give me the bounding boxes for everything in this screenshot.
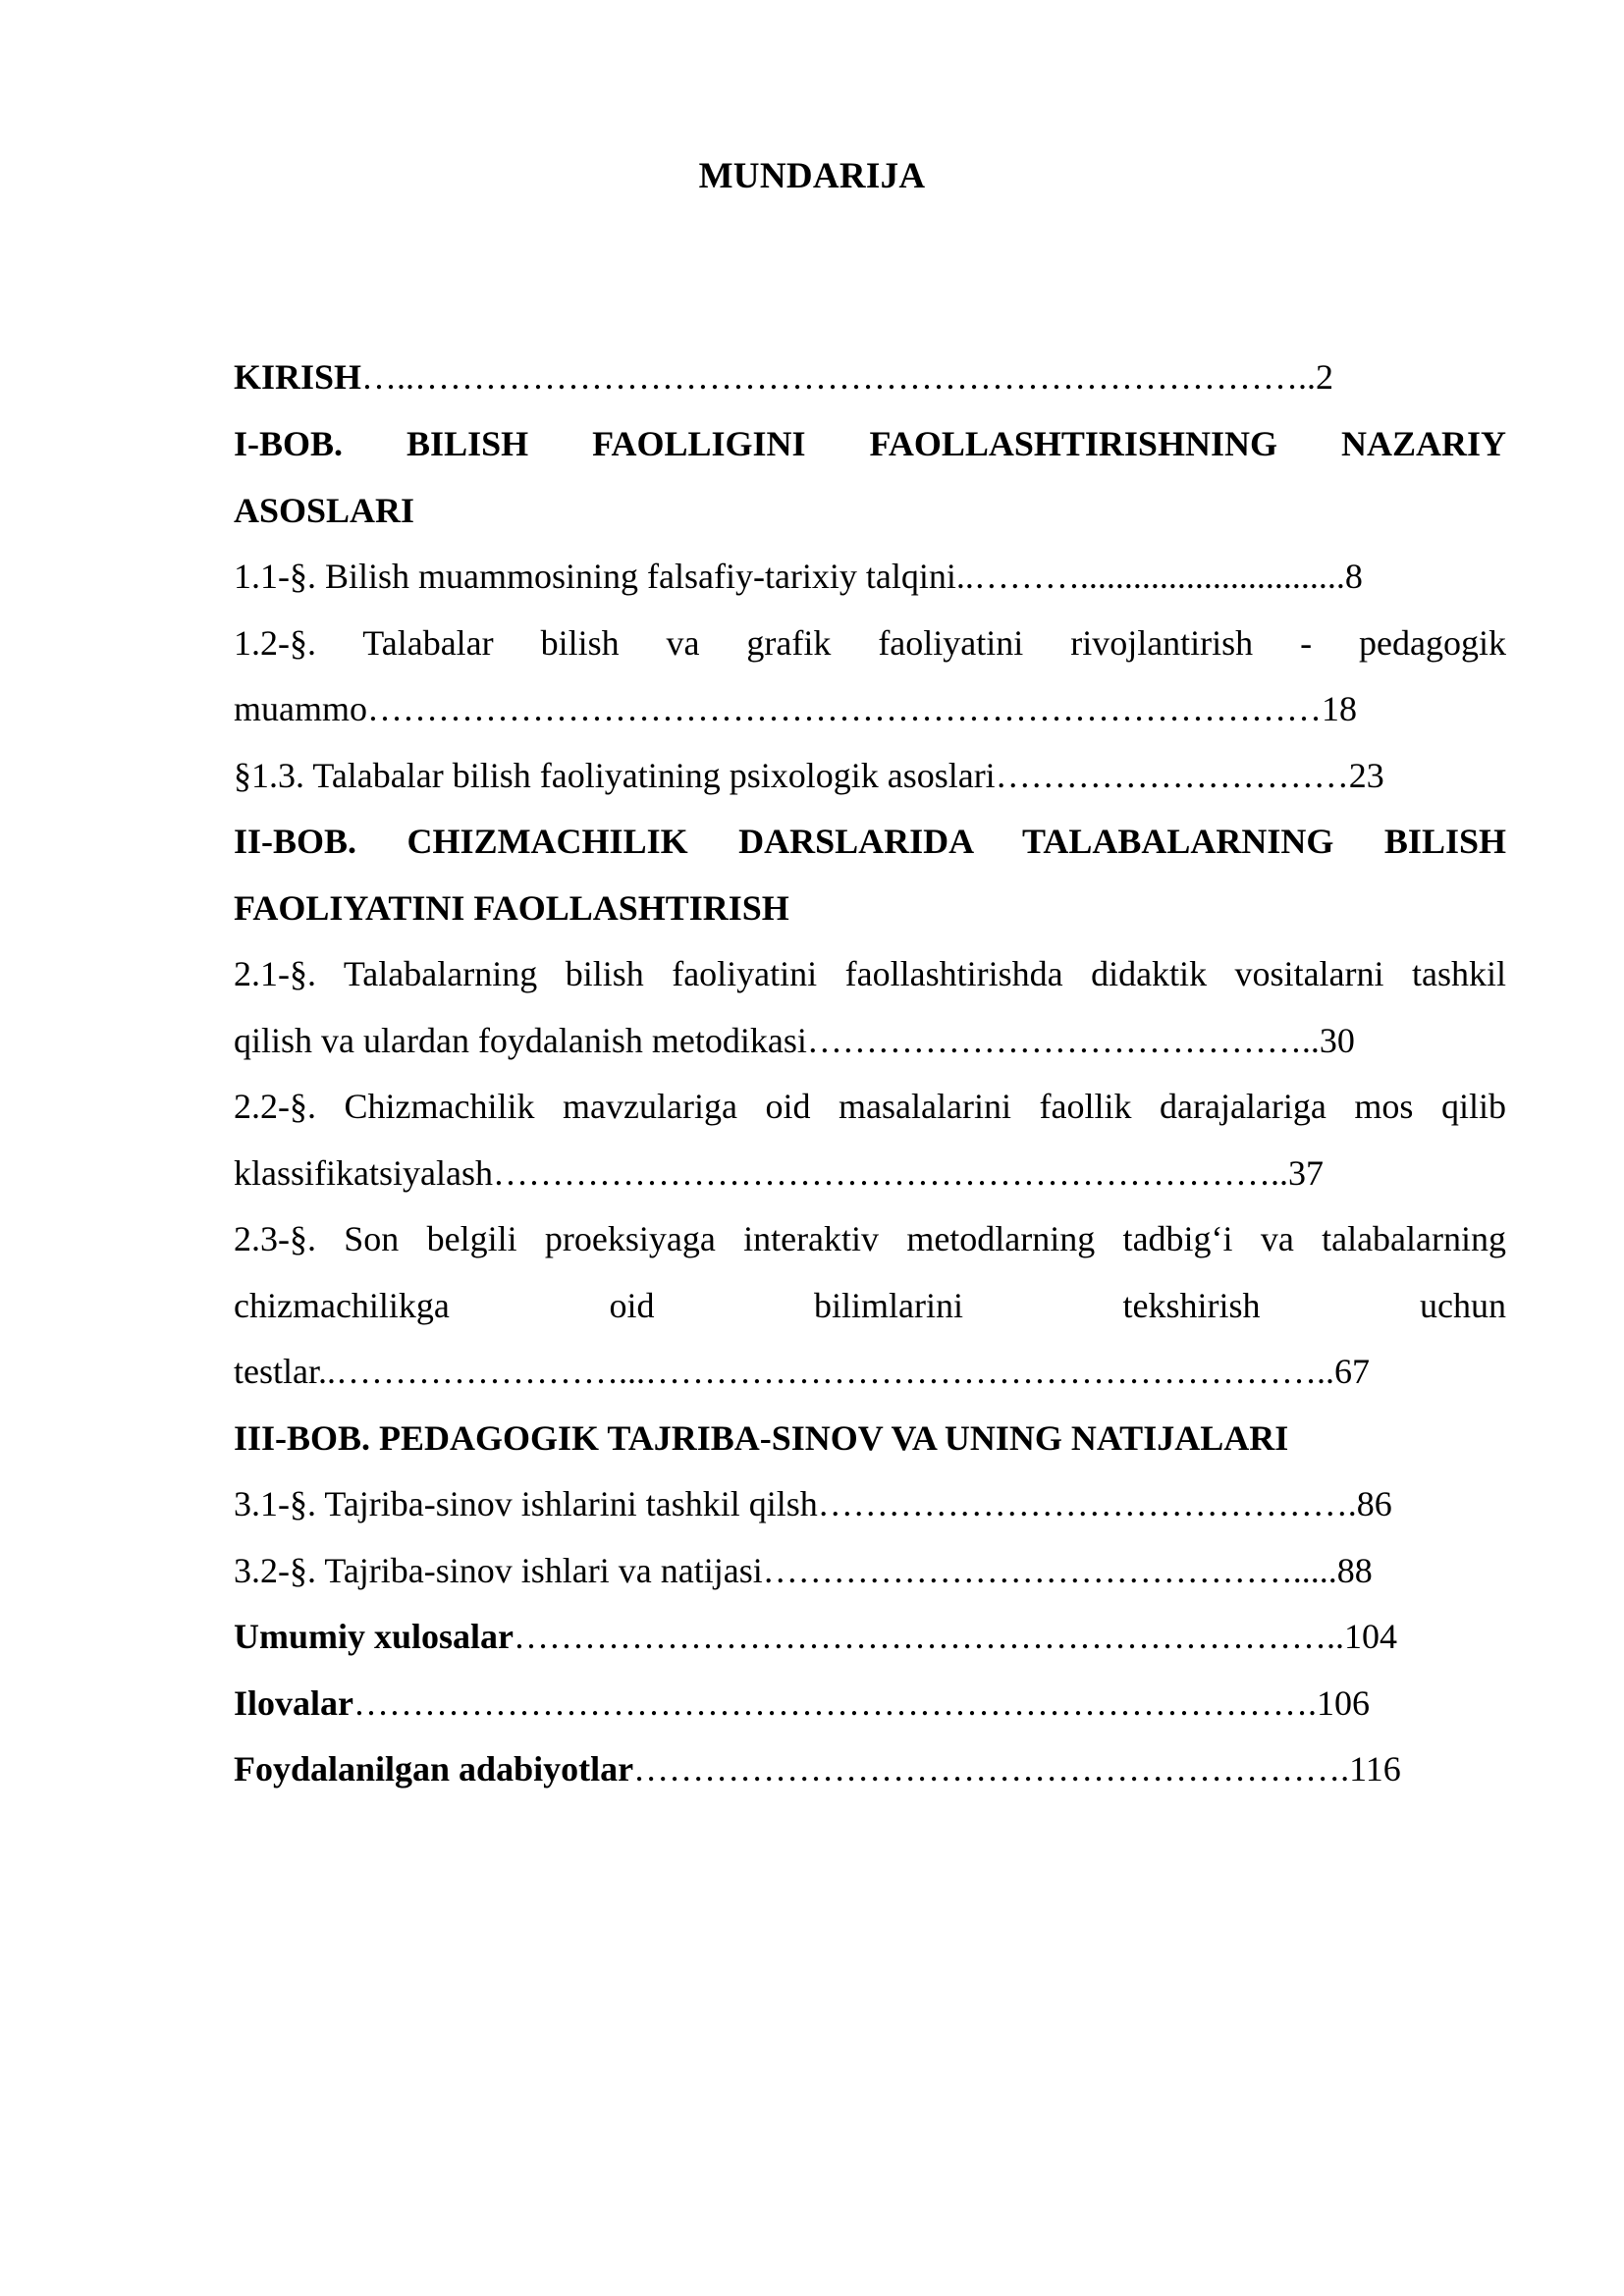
toc-leader-page: …..…………………………………………………………………..2 — [361, 357, 1334, 397]
toc-line-1-2-cont: muammo………………………………………………………………………18 — [234, 689, 1357, 728]
toc-line-3-2: 3.2-§. Tajriba-sinov ishlari va natijasi……………………………………….....88 — [234, 1551, 1373, 1590]
toc-line-2-1-cont: qilish va ulardan foydalanish metodikasi……………………………………..30 — [234, 1021, 1355, 1060]
toc-line-chapter-2: II-BOB. CHIZMACHILIK DARSLARIDA TALABALARNING BILISH — [234, 822, 1506, 861]
toc-line-1-3: §1.3. Talabalar bilish faoliyatining psixologik asoslari…………………………23 — [234, 756, 1384, 795]
toc-line-chapter-1: I-BOB. BILISH FAOLLIGINI FAOLLASHTIRISHNING NAZARIY — [234, 424, 1506, 463]
toc-line-1-2: 1.2-§. Talabalar bilish va grafik faoliyatini rivojlantirish - pedagogik — [234, 623, 1506, 663]
toc-heading: KIRISH — [234, 357, 362, 397]
toc-line-2-1: 2.1-§. Talabalarning bilish faoliyatini faollashtirishda didaktik vositalarni tashkil — [234, 954, 1506, 993]
toc-leader-page: ……………………………………………………………………….106 — [353, 1683, 1370, 1723]
toc-line-conclusions — [234, 1607, 1397, 1666]
toc-line-2-2-cont: klassifikatsiyalash…………………………………………………………..37 — [234, 1153, 1324, 1193]
toc-line-2-3: 2.3-§. Son belgili proeksiyaga interaktiv metodlarning tadbig‘i va talabalarning — [234, 1219, 1506, 1258]
toc-line-kirish — [234, 347, 1333, 406]
toc-line-2-3-end: testlar..……………………...…………………………………………………..67 — [234, 1352, 1370, 1391]
toc-heading: Foydalanilgan adabiyotlar — [234, 1749, 634, 1789]
toc-line-2-2: 2.2-§. Chizmachilik mavzulariga oid masalalarini faollik darajalariga mos qilib — [234, 1087, 1506, 1126]
toc-line-chapter-1-cont: ASOSLARI — [234, 491, 415, 530]
toc-line-chapter-3: III-BOB. PEDAGOGIK TAJRIBA-SINOV VA UNING NATIJALARI — [234, 1418, 1289, 1458]
toc-line-2-3-cont: chizmachilikga oid bilimlarini tekshirish uchun — [234, 1286, 1506, 1325]
toc-leader-page: …………………………………………………….116 — [633, 1749, 1401, 1789]
toc-line-chapter-2-cont: FAOLIYATINI FAOLLASHTIRISH — [234, 888, 789, 928]
toc-line-references — [234, 1739, 1401, 1798]
toc-line-1-1: 1.1-§. Bilish muammosining falsafiy-tarixiy talqini..………..............................8 — [234, 557, 1363, 596]
page-title: MUNDARIJA — [698, 156, 926, 196]
toc-leader-page: ……………………………………………………………..104 — [514, 1617, 1398, 1656]
toc-heading: Umumiy xulosalar — [234, 1617, 514, 1656]
toc-line-3-1: 3.1-§. Tajriba-sinov ishlarini tashkil qilsh……………………………………….86 — [234, 1484, 1392, 1523]
toc-line-appendices — [234, 1674, 1370, 1733]
toc-heading: Ilovalar — [234, 1683, 353, 1723]
